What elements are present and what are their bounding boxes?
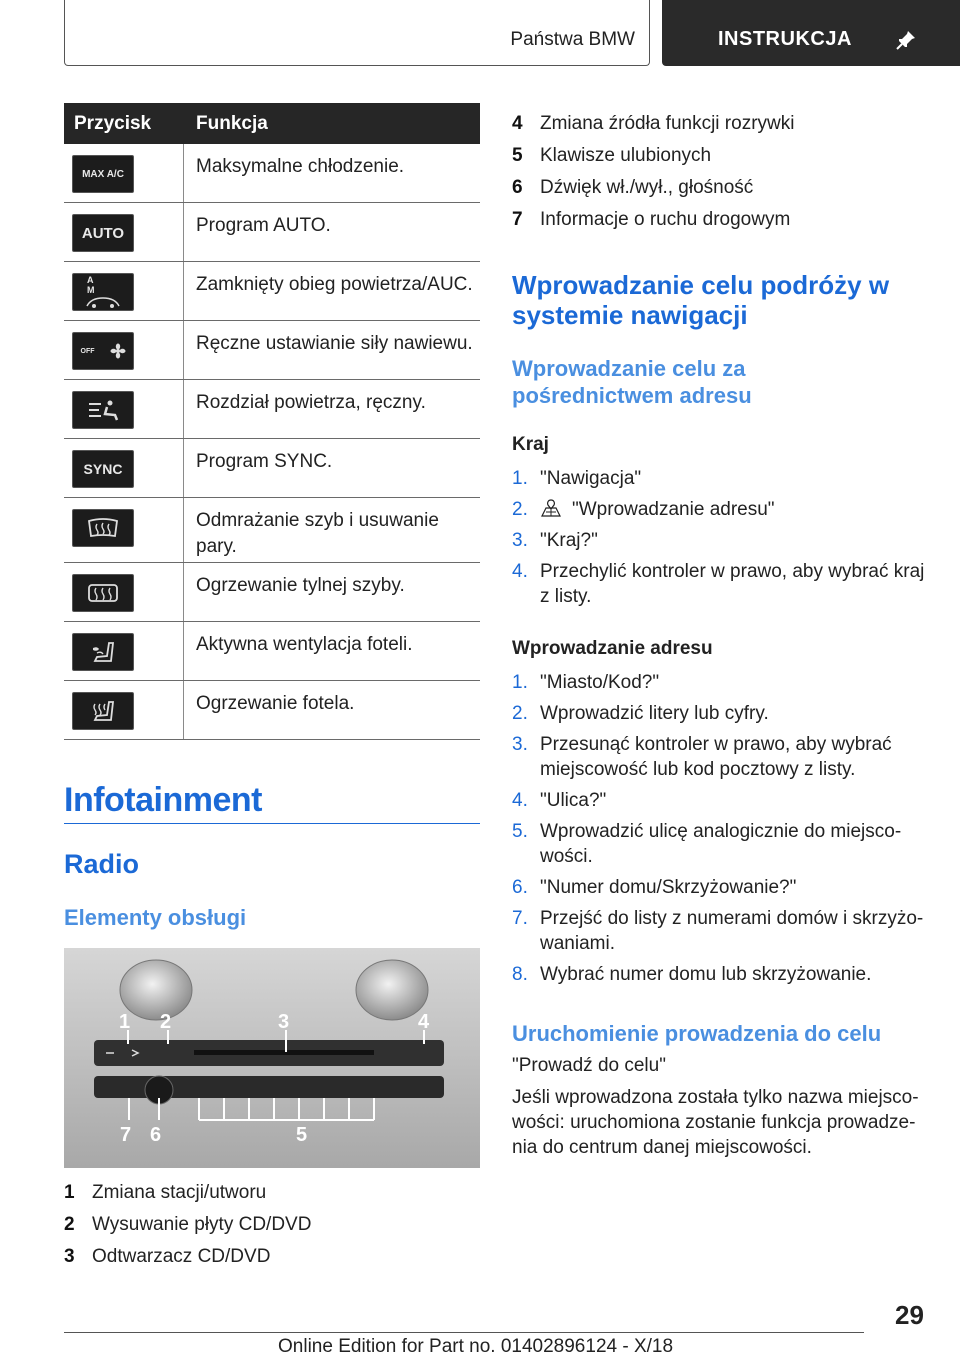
seat-heating-button-image [72,692,134,730]
row-text: Ogrzewanie fotela. [196,693,355,714]
controls-table [64,103,480,740]
list-item: 7 Informacje o ruchu drogowym [512,209,791,230]
list-item: 8. Wybrać numer domu lub skrzyżowanie. [512,964,872,985]
pin-icon [894,28,918,52]
map-icon [540,498,562,520]
list-item: 3 Odtwarzacz CD/DVD [64,1246,271,1267]
table-header [64,103,480,144]
page-number: 29 [895,1300,924,1330]
address-steps-list [512,670,932,993]
column-header-function: Funkcja [196,113,268,134]
table-row [64,622,480,681]
header-left-label: Państwa BMW [510,29,635,50]
defrost-button-image [72,509,134,547]
rear-window-heating-icon [85,581,121,605]
list-item: 4. Przechylić kontroler w prawo, aby wybrać kraj z listy. [512,561,925,607]
radio-panel-illustration [64,948,480,1168]
list-item: 1. "Nawigacja" [512,468,642,489]
table-row [64,380,480,439]
row-text: Ogrzewanie tylnej szyby. [196,575,405,596]
photo-label: 2 [160,1011,172,1033]
header-right-tab[interactable] [662,0,960,66]
photo-label: 3 [278,1011,290,1033]
table-row [64,498,480,563]
controls-legend-list [64,1177,311,1273]
table-row [64,439,480,498]
list-item: 1 Zmiana stacji/utworu [64,1182,267,1203]
list-item: 2 Wysuwanie płyty CD/DVD [64,1214,312,1235]
row-text: Program SYNC. [196,451,333,472]
header-left-tab[interactable] [64,0,650,66]
rear-defrost-button-image [72,574,134,612]
section-heading-start-guidance: Uruchomienie prowadzenia do celu [512,1021,882,1046]
list-item: 5. Wprowadzić ulicę analogicznie do miejsco-wości. [512,821,902,867]
row-text: Rozdział powietrza, ręczny. [196,392,426,413]
row-text: Program AUTO. [196,215,331,236]
table-row [64,681,480,740]
max-ac-button-image: MAX A/C [72,155,134,193]
table-row [64,563,480,622]
subheading-address-input: Wprowadzanie adresu [512,638,713,659]
paragraph-guidance-info: Jeśli wprowadzona została tylko nazwa miejsco-wości: uruchomiona zostanie funkcja prowadze-nia do centrum danej miejscowości. [512,1087,919,1158]
seat-heating-icon [85,699,121,723]
recirculation-button-image: A M [72,273,134,311]
heading-rule [64,823,480,824]
air-distribution-button-image [72,391,134,429]
footer-rule [64,1332,864,1333]
table-row [64,203,480,262]
table-row [64,262,480,321]
list-item[interactable]: 2. "Wprowadzanie adresu" [512,499,775,520]
footer-edition: Online Edition for Part no. 01402896124 - X/18 [278,1336,674,1357]
list-item: 3. Przesunąć kontroler w prawo, aby wybrać miejscowość lub kod pocztowy z listy. [512,734,892,780]
list-item: 1. "Miasto/Kod?" [512,672,660,693]
photo-label: 4 [418,1011,430,1033]
section-heading-radio: Radio [64,849,140,879]
seat-ventilation-button-image [72,633,134,671]
fan-icon [110,343,126,359]
list-item: 6. "Numer domu/Skrzyżowanie?" [512,877,797,898]
row-text: Ręczne ustawianie siły nawiewu. [196,333,473,354]
section-heading-address: Wprowadzanie celu za pośrednictwem adresu [512,356,752,408]
list-item: 6 Dźwięk wł./wył., głośność [512,177,754,198]
photo-label: 6 [150,1124,162,1146]
list-item: 5 Klawisze ulubionych [512,145,712,166]
list-item: 3. "Kraj?" [512,530,598,551]
list-item: 4. "Ulica?" [512,790,607,811]
subheading-country: Kraj [512,434,549,455]
list-item: 2. Wprowadzić litery lub cyfry. [512,703,769,724]
table-row [64,321,480,380]
table-row [64,144,480,203]
country-steps-list [512,466,932,615]
header-right-label: INSTRUKCJA [718,28,852,50]
photo-label: 7 [120,1124,132,1146]
row-text: Odmrażanie szyb i usuwanie pary. [196,510,439,557]
windshield-defrost-icon [85,516,121,540]
row-text: Maksymalne chłodzenie. [196,156,405,177]
list-item: 4 Zmiana źródła funkcji rozrywki [512,113,795,134]
auto-button-image: AUTO [72,214,134,252]
radio-controls-photo [64,948,480,1168]
photo-label: 1 [119,1011,131,1033]
controls-legend-list-continued [512,108,794,236]
section-heading-controls: Elementy obsługi [64,905,247,930]
sync-button-image: SYNC [72,450,134,488]
seat-ventilation-icon [85,640,121,664]
section-heading-infotainment: Infotainment [64,781,262,819]
section-heading-navigation: Wprowadzanie celu podróży w systemie nawigacji [512,270,890,330]
paragraph-guidance-command: "Prowadź do celu" [512,1055,666,1076]
column-header-button: Przycisk [74,113,152,134]
car-recirculation-icon [83,295,123,309]
fan-speed-button-image: OFF [72,332,134,370]
list-item: 7. Przejść do listy z numerami domów i skrzyżo-waniami. [512,908,924,954]
air-distribution-icon [85,398,121,422]
row-text: Zamknięty obieg powietrza/AUC. [196,274,473,295]
row-text: Aktywna wentylacja foteli. [196,634,413,655]
photo-label: 5 [296,1124,308,1146]
